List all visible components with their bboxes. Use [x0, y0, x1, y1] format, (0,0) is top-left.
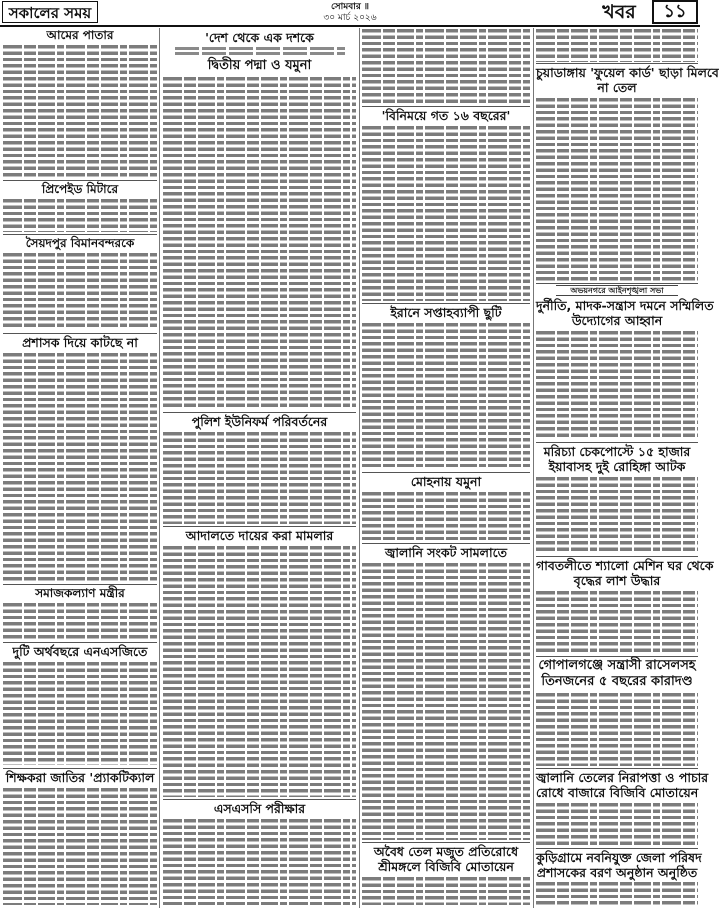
headline-line: শ্রীমঙ্গলে বিজিবি মোতায়েন — [378, 859, 514, 874]
article-body — [3, 199, 157, 232]
headline-line: কুড়িগ্রামে নবনিযুক্ত জেলা পরিষদ — [536, 850, 702, 865]
article-divider — [536, 283, 698, 284]
headline-line: দ্বিতীয় পদ্মা ও যমুনা — [207, 58, 312, 73]
headline — [163, 30, 356, 45]
headline-line: ইয়াবাসহ দুই রোহিঙ্গা আটক — [548, 459, 686, 474]
headline — [3, 28, 157, 43]
headline — [536, 770, 709, 800]
article-body — [536, 591, 698, 654]
headline — [536, 444, 698, 474]
headline-line: বৃদ্ধের লাশ উদ্ধার — [573, 573, 661, 588]
headline-line: চুয়াডাঙ্গায় 'ফুয়েল কার্ড' ছাড়া মিলবে — [536, 65, 719, 80]
headline-line: আদালতে দায়ের করা মামলার — [185, 528, 334, 543]
headline-line: রোধে বাজারে বিজিবি মোতায়েন — [536, 785, 699, 800]
article-body — [3, 253, 157, 330]
article-body — [3, 603, 157, 640]
headline — [536, 850, 702, 880]
headline — [536, 65, 719, 95]
article-body — [536, 98, 698, 281]
article-divider — [536, 63, 698, 64]
article-body — [362, 126, 530, 301]
article-body — [536, 29, 698, 62]
article-body — [362, 323, 530, 470]
headline-line: প্রশাসক দিয়ে কাটছে না — [22, 335, 138, 350]
article-divider — [362, 472, 530, 473]
headline-line: দুটি অর্থবছরে এনএসজিতে — [12, 644, 148, 659]
article-body — [163, 77, 356, 410]
article-body — [536, 331, 698, 440]
headline-line: মরিচ্যা চেকপোস্টে ১৫ হাজার — [543, 444, 691, 459]
headline — [163, 801, 356, 816]
article-body — [362, 492, 530, 541]
headline-line: ইরানে সপ্তাহব্যাপী ছুটি — [390, 305, 502, 320]
headline — [3, 182, 157, 197]
article-divider — [536, 442, 698, 443]
headline — [3, 335, 157, 350]
article-divider — [3, 234, 157, 235]
headline — [362, 305, 530, 320]
issue-date: ৩০ মার্চ ২০২৬ — [323, 13, 377, 23]
headline — [3, 586, 157, 601]
headline-line: না তেল — [597, 80, 637, 95]
headline-line: পুলিশ ইউনিফর্ম পরিবর্তনের — [191, 414, 328, 429]
headline-line: 'দেশ থেকে এক দশকে — [205, 30, 314, 45]
headline-line: প্রিপেইড মিটারে — [41, 182, 119, 196]
column-rule — [533, 28, 534, 908]
article-body — [536, 882, 698, 905]
article-body — [3, 788, 157, 905]
article-body — [3, 353, 157, 582]
article-body — [362, 877, 530, 905]
headline — [163, 414, 356, 429]
headline-line: গোপালগঞ্জে সন্ত্রাসী রাসেলসহ — [538, 658, 696, 673]
headline-line: তিনজনের ৫ বছরের কারাদণ্ড — [541, 674, 693, 689]
headline-kicker: অভয়নগরে আইনশৃঙ্খলা সভা — [556, 285, 678, 296]
headline — [3, 644, 157, 659]
newspaper-masthead: সকালের সময় — [2, 1, 98, 23]
issue-day: সোমবার ॥ — [331, 2, 369, 12]
article-body — [536, 803, 698, 846]
article-byline — [175, 47, 345, 56]
headline — [163, 528, 356, 543]
article-divider — [3, 180, 157, 181]
headline — [536, 658, 698, 690]
article-divider — [3, 584, 157, 585]
headline-line: সমাজকল্যাণ মন্ত্রীর — [35, 586, 125, 600]
headline-line: 'বিনিময়ে গত ১৬ বছরের' — [381, 108, 511, 123]
article-divider — [3, 768, 157, 769]
article-body — [163, 819, 356, 905]
headline — [163, 58, 356, 74]
headline — [362, 108, 530, 123]
article-body — [3, 45, 157, 178]
headline — [362, 844, 530, 874]
article-body — [536, 477, 698, 554]
headline — [3, 770, 157, 785]
article-body — [362, 563, 530, 840]
headline-line: প্রশাসকের বরণ অনুষ্ঠান অনুষ্ঠিত — [536, 865, 698, 880]
section-title: খবর — [602, 1, 636, 23]
headline — [536, 298, 714, 328]
headline-line: সৈয়দপুর বিমানবন্দরকে — [25, 236, 135, 250]
article-divider — [536, 556, 698, 557]
article-body — [536, 693, 698, 766]
article-body — [163, 432, 356, 524]
article-divider — [536, 768, 698, 769]
headline-line: শিক্ষকরা জাতির 'প্র্যাকটিক্যাল — [5, 770, 155, 785]
headline — [3, 236, 157, 251]
article-body — [3, 662, 157, 765]
headline — [536, 558, 714, 588]
article-divider — [3, 642, 157, 643]
article-divider — [536, 848, 698, 849]
headline — [362, 545, 530, 560]
headline-line: উদ্যোগের আহ্বান — [571, 313, 663, 328]
headline-line: আমের পাতার — [46, 28, 114, 42]
article-body — [163, 546, 356, 797]
article-divider — [536, 656, 698, 657]
headline-line: দুর্নীতি, মাদক-সন্ত্রাস দমনে সম্মিলিত — [536, 298, 714, 313]
article-divider — [362, 303, 530, 304]
headline-line: অবৈধ তেল মজুত প্রতিরোধে — [373, 844, 519, 859]
page-number: ১১ — [652, 0, 698, 24]
article-divider — [3, 333, 157, 334]
column-rule — [159, 28, 160, 908]
article-divider — [362, 842, 530, 843]
article-body — [362, 29, 530, 104]
article-divider — [163, 412, 356, 413]
article-divider — [163, 799, 356, 800]
article-divider — [163, 526, 356, 527]
column-rule — [359, 28, 360, 908]
headline-line: গাবতলীতে শ্যালো মেশিন ঘর থেকে — [536, 558, 714, 573]
headline-line: এসএসসি পরীক্ষার — [213, 801, 306, 816]
headline — [362, 474, 530, 489]
article-divider — [362, 106, 530, 107]
headline-line: মোহনায় যমুনা — [410, 474, 482, 489]
article-divider — [362, 543, 530, 544]
header-rule — [0, 25, 700, 27]
headline-line: জ্বালানি সংকট সামলাতে — [384, 545, 508, 560]
headline-line: জ্বালানি তেলের নিরাপত্তা ও পাচার — [536, 770, 709, 785]
